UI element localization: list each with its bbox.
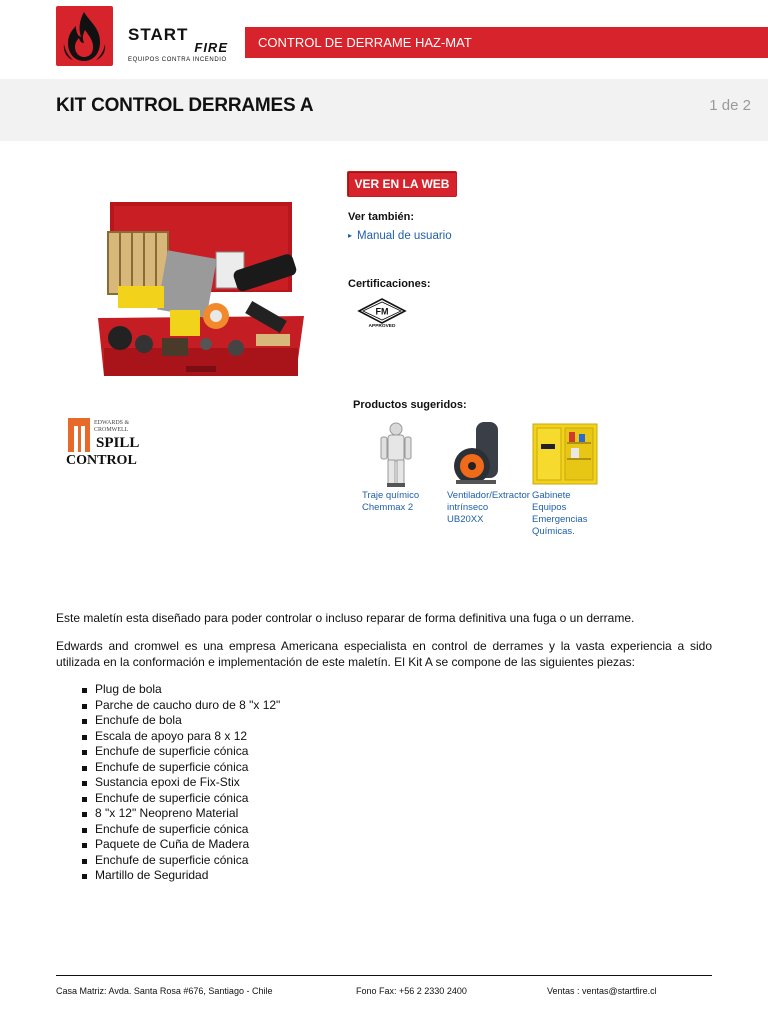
suggested-product-cabinet[interactable] (532, 490, 587, 538)
see-also-label: Ver también: (348, 211, 415, 223)
page-title: KIT CONTROL DERRAMES A (56, 95, 314, 116)
suggested-product-line: Equipos (532, 502, 567, 513)
certifications-label: Certificaciones: (348, 278, 431, 290)
spill-control-logo (66, 416, 146, 468)
spill-logo-line1: EDWARDS & (94, 420, 130, 426)
suggested-product-line: Químicas. (532, 526, 575, 537)
suggested-product-line: intrínseco (447, 502, 489, 513)
bullet-icon: ▸ (348, 231, 353, 240)
view-on-web-button[interactable]: VER EN LA WEB (348, 172, 456, 196)
suggested-product-line: Emergencias (532, 514, 588, 525)
user-manual-link-text: Manual de usuario (357, 230, 452, 242)
list-item: Enchufe de bola (80, 713, 280, 729)
suggested-product-line: Traje químico (362, 490, 420, 501)
spill-logo-line2: CROMWELL (94, 427, 129, 433)
list-item: Paquete de Cuña de Madera (80, 837, 280, 853)
pieces-list (80, 682, 280, 884)
intro-paragraph: Este maletín esta diseñado para poder controlar o incluso reparar de forma definitiva una fuga o un derrame. (56, 611, 635, 625)
footer-phone: Fono Fax: +56 2 2330 2400 (356, 986, 467, 996)
brand-name-line2: FIRE (194, 40, 228, 55)
list-item: Enchufe de superficie cónica (80, 760, 280, 776)
suggested-product-ventilator[interactable] (447, 490, 530, 526)
brand-logo-icon (56, 6, 113, 66)
brand-tagline: EQUIPOS CONTRA INCENDIO (128, 57, 227, 63)
footer-sales-email[interactable]: Ventas : ventas@startfire.cl (547, 986, 657, 996)
brand-name-line1: START (128, 25, 189, 44)
suggested-product-line: Ventilador/Extractor (447, 490, 530, 501)
list-item: Enchufe de superficie cónica (80, 822, 280, 838)
list-item: Martillo de Seguridad (80, 868, 280, 884)
ventilator-image[interactable] (452, 420, 504, 488)
list-item: Enchufe de superficie cónica (80, 853, 280, 869)
suggested-product-chemical-suit[interactable] (362, 490, 419, 514)
category-banner: CONTROL DE DERRAME HAZ-MAT (245, 27, 768, 58)
spill-logo-line3: SPILL (96, 435, 140, 451)
suggested-product-line: UB20XX (447, 514, 484, 525)
product-image (96, 198, 306, 378)
suggested-products-label: Productos sugeridos: (353, 399, 467, 411)
list-item: Escala de apoyo para 8 x 12 (80, 729, 280, 745)
spill-logo-line4: CONTROL (66, 453, 137, 468)
user-manual-link[interactable] (348, 230, 452, 242)
suggested-product-line: Gabinete (532, 490, 571, 501)
fm-approved-icon (357, 297, 407, 329)
description-paragraph: Edwards and cromwel es una empresa Americana especialista en control de derrames y la vasta experiencia a sido utilizada en la conformación e implementación de este maletín. El Kit A se compone de las siguientes piezas: (56, 639, 712, 669)
footer-address: Casa Matriz: Avda. Santa Rosa #676, Santiago - Chile (56, 986, 273, 996)
list-item: Enchufe de superficie cónica (80, 791, 280, 807)
list-item: 8 "x 12" Neopreno Material (80, 806, 280, 822)
suggested-product-line: Chemmax 2 (362, 502, 414, 513)
list-item: Plug de bola (80, 682, 280, 698)
list-item: Enchufe de superficie cónica (80, 744, 280, 760)
footer-divider (56, 975, 712, 976)
fm-logo-subtext: APPROVED (368, 324, 396, 329)
list-item: Parche de caucho duro de 8 "x 12" (80, 698, 280, 714)
brand-wordmark (128, 25, 228, 63)
cabinet-image[interactable] (531, 420, 599, 488)
list-item: Sustancia epoxi de Fix-Stix (80, 775, 280, 791)
chemical-suit-image[interactable] (379, 420, 413, 488)
fm-logo-text: FM (375, 306, 389, 317)
page-counter: 1 de 2 (709, 97, 751, 114)
